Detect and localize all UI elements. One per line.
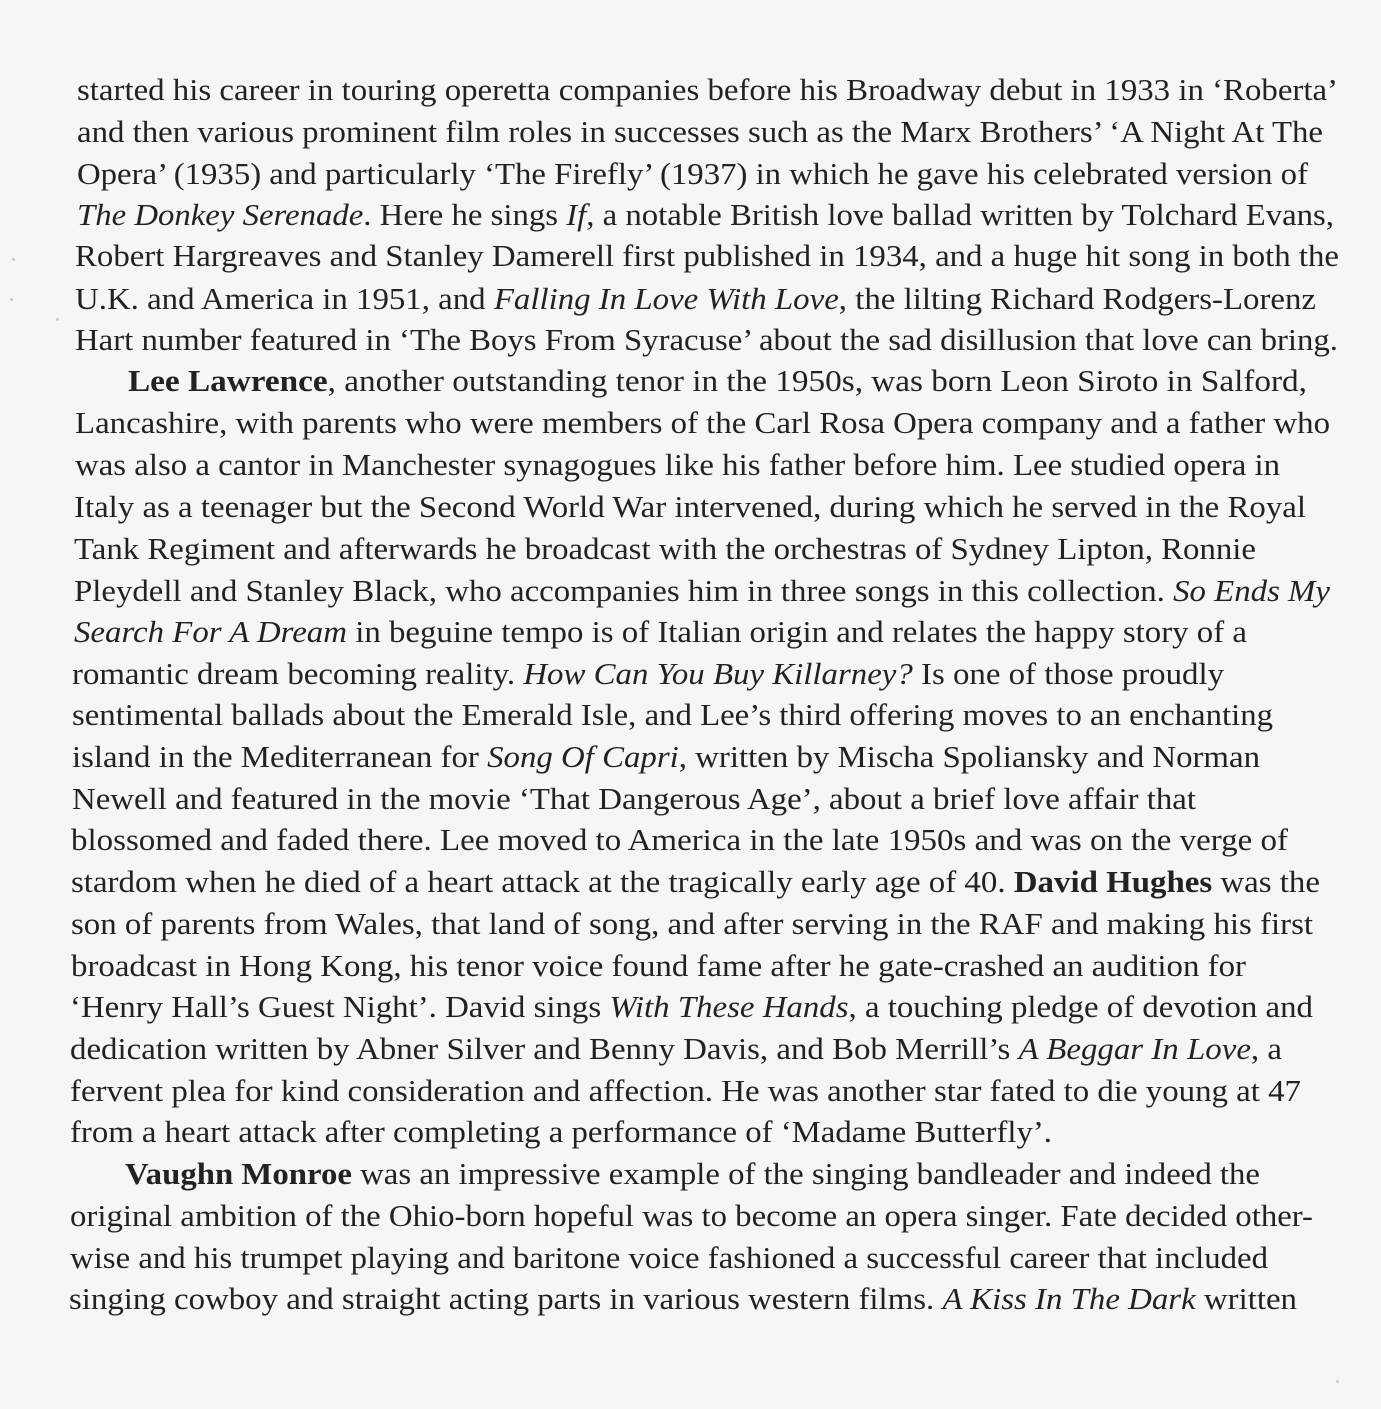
text-run: ‘Henry Hall’s Guest Night’. David sings — [70, 990, 610, 1024]
artist-name: Lee Lawrence — [128, 364, 328, 398]
text-run: started his career in touring operetta companies before his Broadway debut in 1933 in ‘Roberta’ — [77, 73, 1338, 107]
text-line — [74, 614, 1247, 650]
text-run: Opera’ (1935) and particularly ‘The Firefly’ (1937) in which he gave his celebrated version of — [77, 157, 1308, 191]
text-line — [72, 739, 1260, 775]
text-line — [71, 864, 1320, 900]
text-run: romantic dream becoming reality. — [72, 657, 524, 691]
italic-title: So Ends My — [1173, 574, 1330, 608]
text-run: , a touching pledge of devotion and — [848, 990, 1313, 1024]
artist-name: David Hughes — [1013, 865, 1213, 899]
italic-title: A Kiss In The Dark — [942, 1282, 1196, 1316]
text-line — [71, 822, 1288, 858]
text-line — [75, 322, 1338, 358]
text-run: stardom when he died of a heart attack at the tragically early age of 40. — [71, 865, 1014, 899]
text-line — [70, 1198, 1313, 1234]
text-run: was the — [1212, 865, 1321, 899]
text-run: , another outstanding tenor in the 1950s, was born Leon Siroto in Salford, — [327, 364, 1307, 398]
text-run: Pleydell and Stanley Black, who accompanies him in three songs in this collection. — [74, 574, 1174, 608]
text-run: Newell and featured in the movie ‘That Dangerous Age’, about a brief love affair that — [72, 782, 1196, 816]
text-run: , written by Mischa Spoliansky and Norman — [678, 740, 1260, 774]
text-line — [74, 489, 1306, 525]
text-run: Tank Regiment and afterwards he broadcast with the orchestras of Sydney Lipton, Ronnie — [74, 532, 1256, 566]
text-line — [70, 1073, 1301, 1109]
text-line — [74, 573, 1330, 609]
text-line — [69, 1281, 1297, 1317]
text-line — [75, 405, 1330, 441]
text-line — [77, 197, 1334, 233]
text-run: Lancashire, with parents who were members of the Carl Rosa Opera company and a father who — [75, 406, 1330, 440]
text-run: Italy as a teenager but the Second World War intervened, during which he served in the Royal — [74, 490, 1306, 524]
text-line — [72, 781, 1196, 817]
italic-title: The Donkey Serenade — [77, 198, 364, 232]
italic-title: Song Of Capri — [487, 740, 679, 774]
text-line — [77, 72, 1338, 108]
text-run: island in the Mediterranean for — [72, 740, 488, 774]
text-run: wise and his trumpet playing and baritone voice fashioned a successful career that included — [70, 1241, 1268, 1275]
text-line — [72, 656, 1224, 692]
text-line — [74, 531, 1256, 567]
italic-title: Falling In Love With Love — [493, 282, 839, 316]
text-line — [72, 697, 1273, 733]
text-run: U.K. and America in 1951, and — [75, 282, 494, 316]
text-run: fervent plea for kind consideration and affection. He was another star fated to die young at 47 — [70, 1074, 1301, 1108]
text-line — [75, 447, 1280, 483]
artist-name: Vaughn Monroe — [125, 1157, 352, 1191]
text-run: blossomed and faded there. Lee moved to America in the late 1950s and was on the verge of — [71, 823, 1289, 857]
paper-speck — [10, 298, 13, 301]
text-run: was also a cantor in Manchester synagogues like his father before him. Lee studied opera in — [75, 448, 1280, 482]
italic-title: A Beggar In Love — [1018, 1032, 1251, 1066]
text-line — [75, 281, 1316, 317]
text-run: Hart number featured in ‘The Boys From Syracuse’ about the sad disillusion that love can bring. — [75, 323, 1338, 357]
text-run: sentimental ballads about the Emerald Isle, and Lee’s third offering moves to an enchanting — [72, 698, 1273, 732]
text-line — [70, 1114, 1052, 1150]
text-line — [77, 156, 1308, 192]
paper-speck — [1336, 1380, 1339, 1383]
text-run: was an impressive example of the singing bandleader and indeed the — [351, 1157, 1260, 1191]
text-line — [70, 1031, 1282, 1067]
text-run: . Here he sings — [363, 198, 567, 232]
text-line — [70, 989, 1313, 1025]
italic-title: Search For A Dream — [74, 615, 347, 649]
text-line — [125, 1156, 1260, 1192]
text-line — [70, 1240, 1268, 1276]
italic-title: With These Hands — [609, 990, 849, 1024]
text-line — [77, 114, 1323, 150]
text-run: Robert Hargreaves and Stanley Damerell first published in 1934, and a huge hit song in both the — [75, 239, 1339, 273]
italic-title: How Can You Buy Killarney? — [523, 657, 913, 691]
italic-title: If — [566, 198, 587, 232]
text-run: from a heart attack after completing a performance of ‘Madame Butterfly’. — [70, 1115, 1052, 1149]
text-line — [71, 948, 1246, 984]
text-run: dedication written by Abner Silver and Benny Davis, and Bob Merrill’s — [70, 1032, 1019, 1066]
text-run: , a notable British love ballad written by Tolchard Evans, — [586, 198, 1334, 232]
text-run: written — [1195, 1282, 1297, 1316]
text-line — [75, 238, 1339, 274]
paper-speck — [56, 318, 59, 321]
text-run: , the lilting Richard Rodgers-Lorenz — [838, 282, 1316, 316]
paper-speck — [12, 258, 15, 261]
text-run: , a — [1250, 1032, 1282, 1066]
text-run: broadcast in Hong Kong, his tenor voice found fame after he gate-crashed an audition for — [71, 949, 1247, 983]
text-line — [128, 363, 1307, 399]
text-run: son of parents from Wales, that land of song, and after serving in the RAF and making his first — [71, 907, 1313, 941]
text-run: Is one of those proudly — [912, 657, 1224, 691]
text-run: singing cowboy and straight acting parts in various western films. — [69, 1282, 943, 1316]
text-line — [71, 906, 1313, 942]
text-run: original ambition of the Ohio-born hopeful was to become an opera singer. Fate decided other- — [70, 1199, 1313, 1233]
text-run: in beguine tempo is of Italian origin and relates the happy story of a — [346, 615, 1247, 649]
text-run: and then various prominent film roles in successes such as the Marx Brothers’ ‘A Night At The — [77, 115, 1323, 149]
